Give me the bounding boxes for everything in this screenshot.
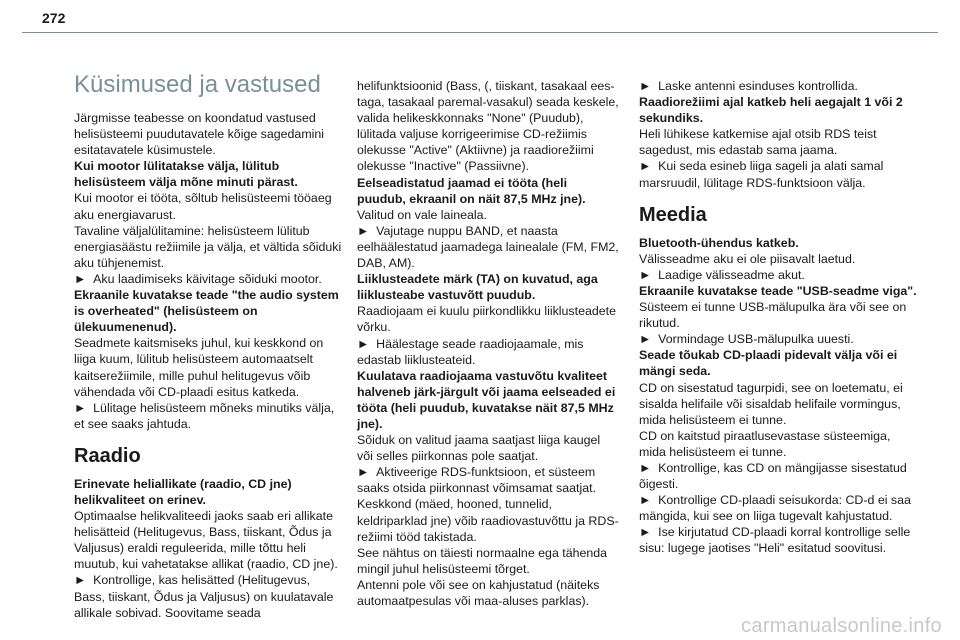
action-item: ► Häälestage seade raadiojaamale, mis edastab liiklusteateid. <box>357 336 619 368</box>
question-cd-eject: Seade tõukab CD-plaadi pidevalt välja või ei mängi seda. <box>639 348 898 379</box>
question-reception-quality: Kuulatava raadiojaama vastuvõtu kvaliteet halveneb järk-järgult või jaama eelseaded ei tööta (heli puudub, kuvatakse näit 87,5 MHz jne). <box>357 368 616 431</box>
answer-text: See nähtus on täiesti normaalne ega tähenda mingil juhul helisüsteemi tõrget. <box>357 545 608 576</box>
answer-text: Antenni pole või see on kahjustatud (näiteks automaatpesulas või maa-aluses parklas). <box>357 577 600 608</box>
answer-text: CD on kaitstud piraatlusevastase süsteemiga, mida helisüsteem ei tunne. <box>639 428 891 459</box>
answer-text: Raadiojaam ei kuulu piirkondlikku liiklusteadete võrku. <box>357 304 616 335</box>
answer-text: Tavaline väljalülitamine: helisüsteem lülitub energiasäästu režiimile ja välja, et vältida sõiduki aku tühjenemist. <box>74 223 342 270</box>
question-sound-quality: Erinevate heliallikate (raadio, CD jne) helikvaliteet on erinev. <box>74 476 292 507</box>
intro-paragraph: Järgmisse teabesse on koondatud vastused helisüsteemi puudutavatele kõige sagedamini esitatavatele küsimustele. <box>74 111 325 158</box>
answer-text: helifunktsioonid (Bass, (, tiiskant, tasakaal ees-taga, tasakaal paremal-vasakul) seada keskele, valida helikeskkonnaks "None" (Puudub), lülitada valjuse korrigeerimise CD-režiimis olekusse "Active" (Aktiivne) ja raadiorežiimi olekusse "Inactive" (Passiivne). <box>357 79 619 174</box>
answer-text: Välisseadme aku ei ole piisavalt laetud. <box>639 251 856 266</box>
action-item: ► Kui seda esineb liiga sageli ja alati samal marsruudil, lülitage RDS-funktsioon välja. <box>639 158 917 190</box>
action-item: ► Lülitage helisüsteem mõneks minutiks välja, et see saaks jahtuda. <box>74 400 344 432</box>
action-item: ► Aku laadimiseks käivitage sõiduki mootor. <box>74 271 344 287</box>
action-item: ► Aktiveerige RDS-funktsioon, et süsteem saaks otsida piirkonnast võimsamat saatjat. <box>357 464 619 496</box>
action-item: ► Ise kirjutatud CD-plaadi korral kontrollige selle sisu: lugege jaotises "Heli" esitatud soovitusi. <box>639 524 917 556</box>
answer-text: Optimaalse helikvaliteedi jaoks saab eri allikate helisätteid (Helitugevus, Bass, tiiskant, Õdus ja Valjusus) eraldi reguleerida, mille tõttu heli muutub, kui vahetatakse allikat (raadio, CD jne). <box>74 509 338 572</box>
action-item: ► Kontrollige, kas CD on mängijasse sisestatud õigesti. <box>639 460 917 492</box>
action-item: ► Vormindage USB-mälupulka uuesti. <box>639 331 917 347</box>
question-usb-error: Ekraanile kuvatakse teade "USB-seadme viga". <box>639 283 917 298</box>
question-traffic-info: Liiklusteadete märk (TA) on kuvatud, aga liiklusteabe vastuvõtt puudub. <box>357 272 598 303</box>
question-bluetooth: Bluetooth-ühendus katkeb. <box>639 235 799 250</box>
answer-text: Kui mootor ei tööta, sõltub helisüsteemi tööaeg aku energiavarust. <box>74 191 332 222</box>
question-presets: Eelseadistatud jaamad ei tööta (heli puudub, ekraanil on näit 87,5 MHz jne). <box>357 175 586 206</box>
answer-text: CD on sisestatud tagurpidi, see on loetematu, ei sisalda helifaile või sisaldab helifaile vormingus, mida helisüsteem ei tunne. <box>639 380 903 427</box>
question-engine-off: Kui mootor lülitatakse välja, lülitub helisüsteem välja mõne minuti pärast. <box>74 159 298 190</box>
question-sound-cut: Raadiorežiimi ajal katkeb heli aegajalt 1 või 2 sekundiks. <box>639 95 903 126</box>
action-item: ► Kontrollige CD-plaadi seisukorda: CD-d ei saa mängida, kui see on liiga tugevalt kahjustatud. <box>639 492 917 524</box>
column-3 <box>639 78 917 557</box>
answer-text: Heli lühikese katkemise ajal otsib RDS teist sagedust, mis edastab sama jaama. <box>639 127 877 158</box>
page-title: Küsimused ja vastused <box>74 71 321 98</box>
action-item: ► Laadige välisseadme akut. <box>639 267 917 283</box>
answer-text: Süsteem ei tunne USB-mälupulka ära või see on rikutud. <box>639 300 907 331</box>
question-overheated: Ekraanile kuvatakse teade "the audio system is overheated" (helisüsteem on ülekuumenenud). <box>74 288 339 335</box>
watermark: carmanualsonline.info <box>741 615 942 637</box>
column-2 <box>357 78 619 609</box>
action-item: ► Kontrollige, kas helisätted (Helitugevus, Bass, tiiskant, Õdus ja Valjusus) on kuulatavale allikale sobivad. Soovitame seada <box>74 572 344 620</box>
answer-text: Seadmete kaitsmiseks juhul, kui keskkond on liiga kuum, lülitub helisüsteem automaatselt kaitserežiimile, mille puhul helitugevus võib vähendada või CD-plaadi esitus katkeda. <box>74 336 324 399</box>
section-title-media: Meedia <box>639 203 707 226</box>
answer-text: Keskkond (mäed, hooned, tunnelid, keldriparklad jne) võib raadiovastuvõttu ja RDS-režiimi tööd takistada. <box>357 497 619 544</box>
header-rule <box>22 32 938 33</box>
section-title-radio: Raadio <box>74 444 141 467</box>
answer-text: Valitud on vale laineala. <box>357 207 487 222</box>
action-item: ► Vajutage nuppu BAND, et naasta eelhäälestatud jaamadega lainealale (FM, FM2, DAB, AM). <box>357 223 619 271</box>
column-1 <box>74 70 344 621</box>
page-number: 272 <box>42 10 66 26</box>
action-item: ► Laske antenni esinduses kontrollida. <box>639 78 917 94</box>
answer-text: Sõiduk on valitud jaama saatjast liiga kaugel või selles piirkonnas pole saatjat. <box>357 433 601 464</box>
